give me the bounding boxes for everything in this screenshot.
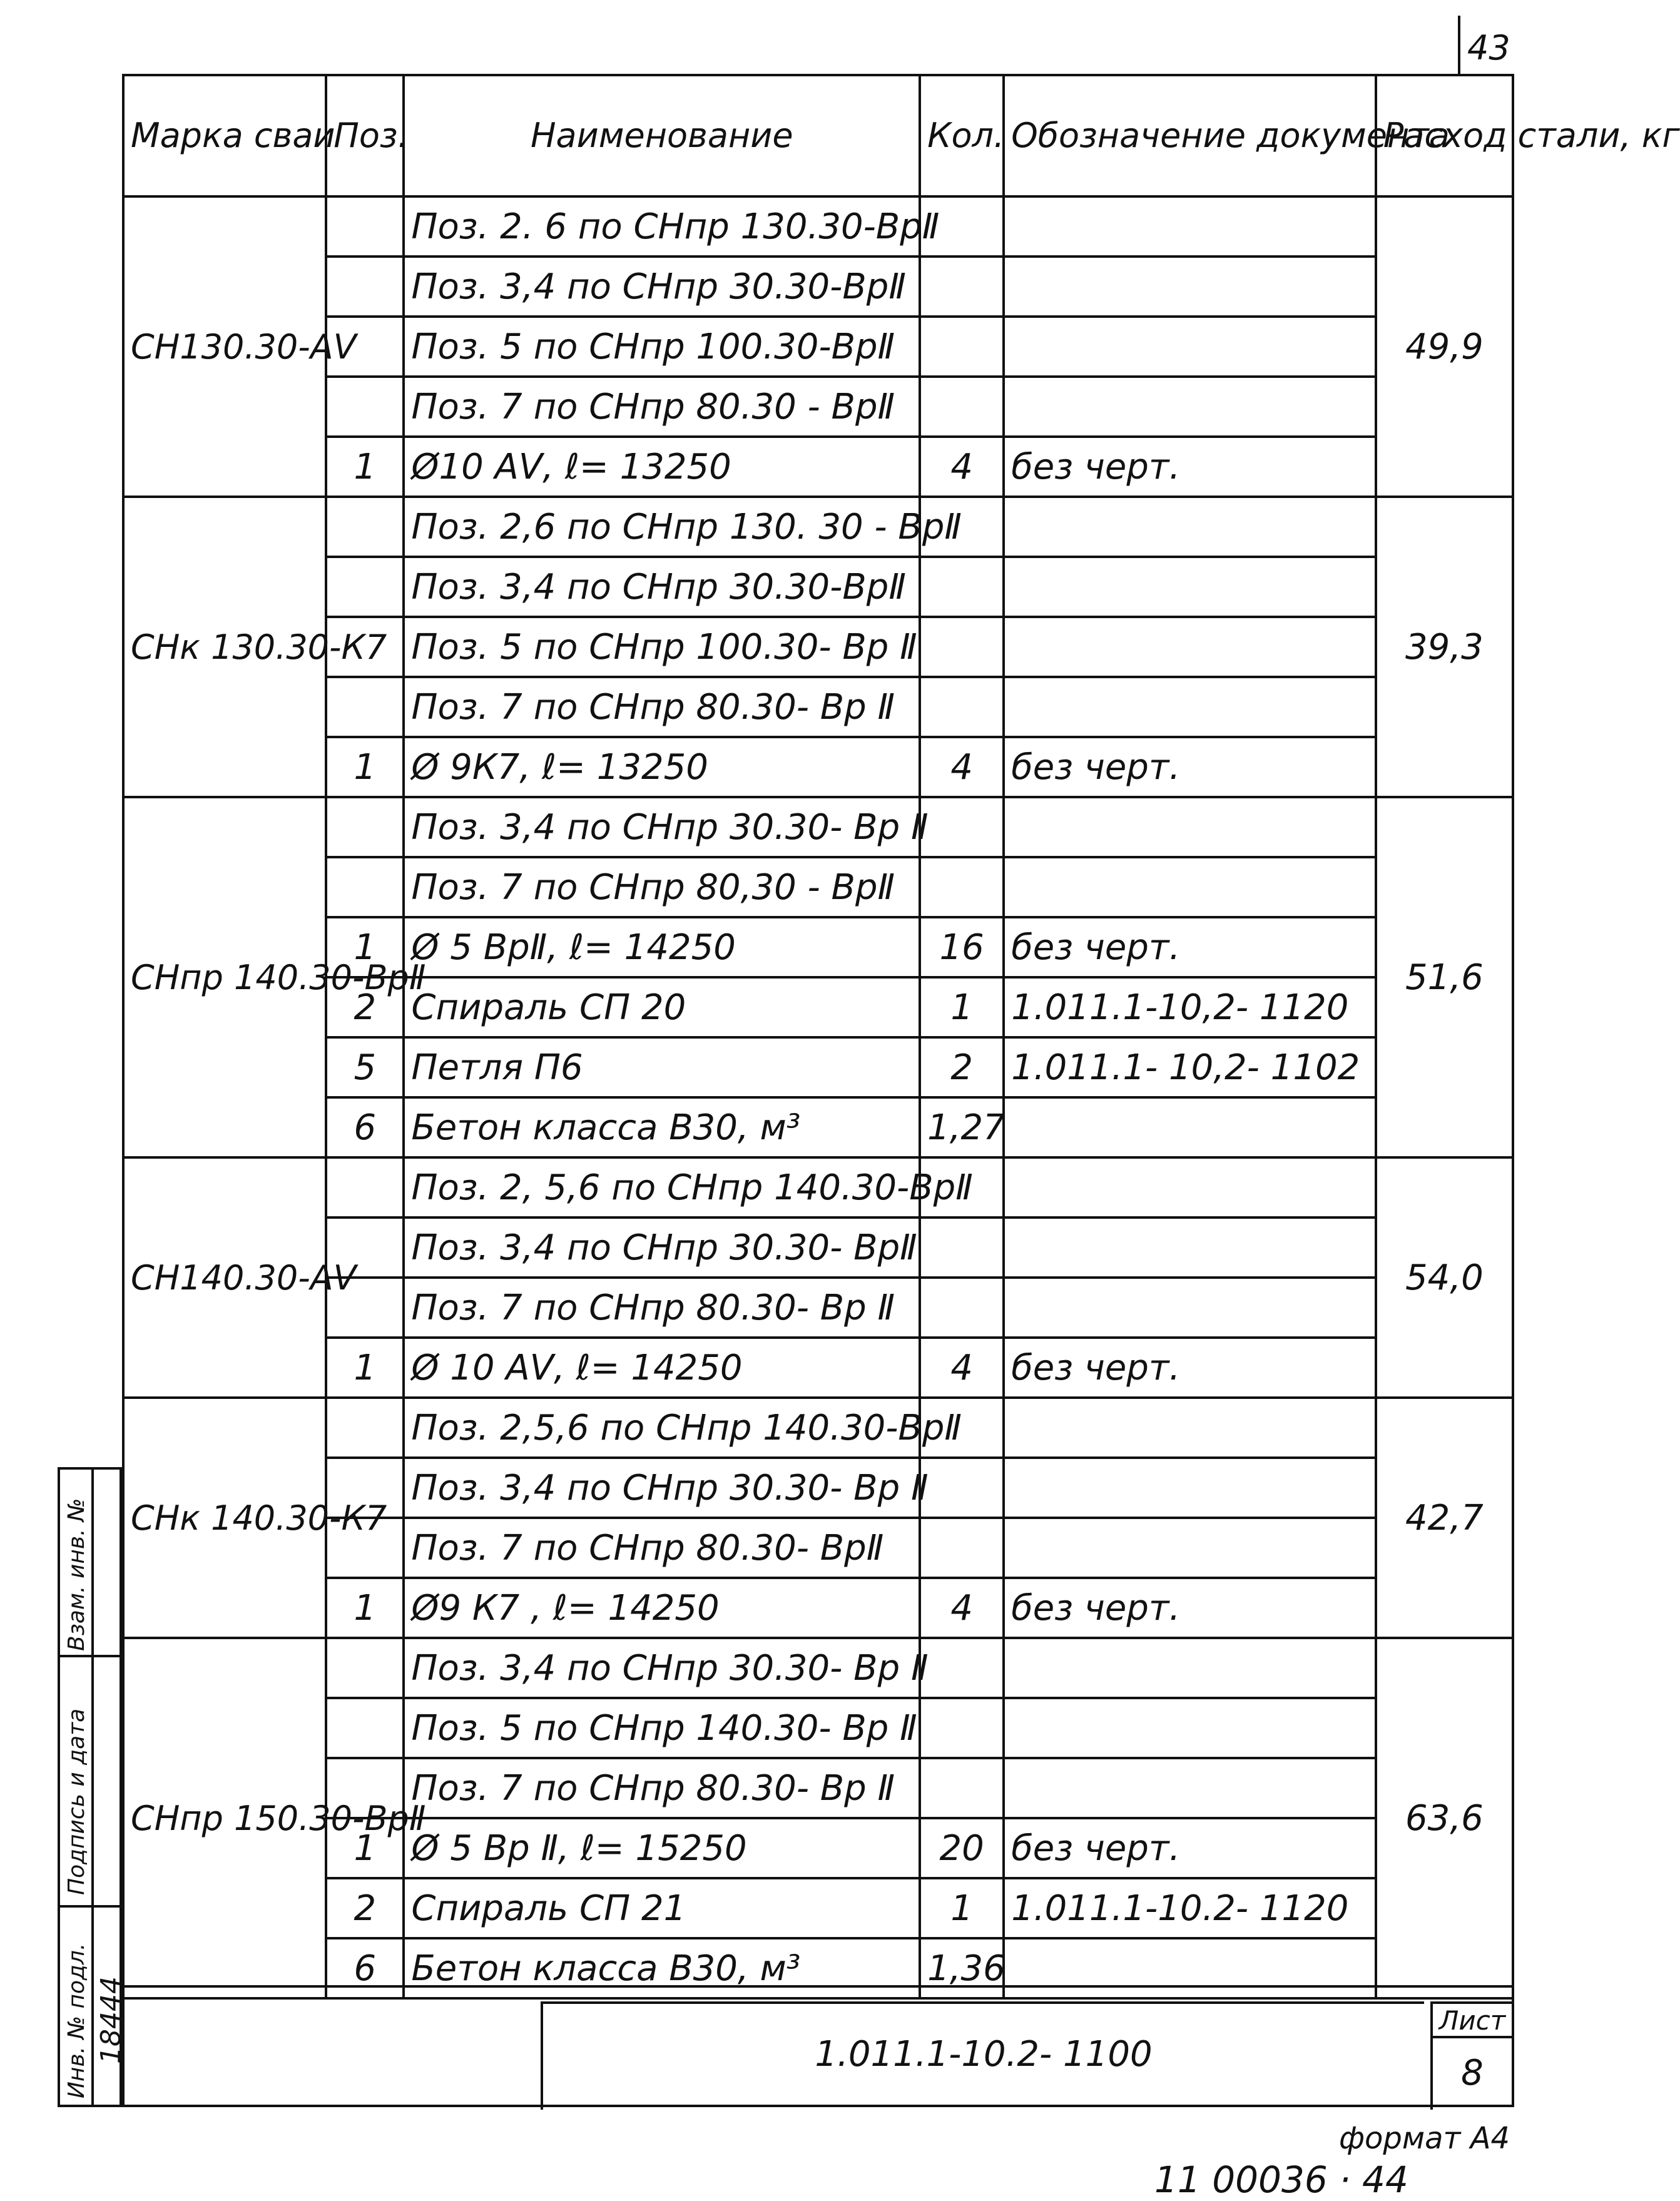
table-row <box>123 797 1513 857</box>
position-cell <box>326 257 404 317</box>
steel-consumption: 54,0 <box>1376 1157 1513 1398</box>
quantity-cell <box>920 257 1004 317</box>
document-cell <box>1004 1097 1376 1157</box>
name-cell: Ø10 АⅤ, ℓ= 13250 <box>404 437 920 497</box>
position-cell: 1 <box>326 917 404 977</box>
name-cell: Поз. 3,4 по СНпр 30.30- Вр Ⅱ <box>404 1638 920 1698</box>
position-cell <box>326 497 404 557</box>
document-cell: без черт. <box>1004 1338 1376 1398</box>
position-cell: 1 <box>326 1578 404 1638</box>
position-cell <box>326 1638 404 1698</box>
name-cell: Ø 9К7, ℓ= 13250 <box>404 737 920 797</box>
document-cell <box>1004 857 1376 917</box>
name-cell: Поз. 7 по СНпр 80,30 - ВрⅡ <box>404 857 920 917</box>
steel-consumption: 51,6 <box>1376 797 1513 1157</box>
specification-table <box>122 74 1680 2000</box>
position-cell: 6 <box>326 1938 404 1998</box>
document-cell <box>1004 377 1376 437</box>
position-cell: 1 <box>326 1818 404 1878</box>
quantity-cell <box>920 557 1004 617</box>
name-cell: Поз. 2,5,6 по СНпр 140.30-ВрⅡ <box>404 1398 920 1458</box>
quantity-cell <box>920 1518 1004 1578</box>
pile-mark: СНпр 150.30-ВрⅡ <box>123 1638 326 1998</box>
table-row <box>123 557 1513 617</box>
header-qty: Кол. <box>920 75 1004 196</box>
document-cell <box>1004 1698 1376 1758</box>
sheet-box <box>1430 2001 1512 2110</box>
document-cell: 1.011.1-10.2- 1120 <box>1004 1878 1376 1938</box>
table-row <box>123 1698 1513 1758</box>
table-row <box>123 437 1513 497</box>
steel-consumption: 42,7 <box>1376 1398 1513 1638</box>
name-cell: Поз. 5 по СНпр 100.30- Вр Ⅱ <box>404 617 920 677</box>
name-cell: Поз. 2, 5,6 по СНпр 140.30-ВрⅡ <box>404 1157 920 1217</box>
quantity-cell: 1 <box>920 1878 1004 1938</box>
document-cell <box>1004 1518 1376 1578</box>
document-cell <box>1004 1638 1376 1698</box>
document-code: 1.011.1-10.2- 1100 <box>815 2034 1153 2075</box>
steel-consumption: 39,3 <box>1376 497 1513 797</box>
name-cell: Ø 5 Вр Ⅱ, ℓ= 15250 <box>404 1818 920 1878</box>
table-row <box>123 737 1513 797</box>
pile-mark: СН130.30-АⅤ <box>123 196 326 497</box>
title-block-main-cell <box>541 2001 1424 2110</box>
quantity-cell: 4 <box>920 737 1004 797</box>
name-cell: Поз. 3,4 по СНпр 30.30-ВрⅡ <box>404 557 920 617</box>
quantity-cell: 4 <box>920 1338 1004 1398</box>
name-cell: Поз. 2. 6 по СНпр 130.30-ВрⅡ <box>404 196 920 257</box>
sheet-number: 8 <box>1461 2053 1484 2093</box>
document-cell <box>1004 497 1376 557</box>
pile-mark: СНк 140.30-К7 <box>123 1398 326 1638</box>
table-row <box>123 1338 1513 1398</box>
table-row <box>123 257 1513 317</box>
quantity-cell <box>920 797 1004 857</box>
quantity-cell <box>920 1458 1004 1518</box>
position-cell: 5 <box>326 1037 404 1097</box>
pile-mark: СН140.30-АⅤ <box>123 1157 326 1398</box>
table-header-row <box>123 75 1513 196</box>
signature-date-cell <box>60 1657 120 1908</box>
name-cell: Ø9 К7 , ℓ= 14250 <box>404 1578 920 1638</box>
page-number-divider <box>1458 16 1460 75</box>
header-doc: Обозначение документа <box>1004 75 1376 196</box>
header-steel: Расход стали, кг <box>1376 75 1513 196</box>
specification-body <box>123 196 1513 1998</box>
position-cell: 1 <box>326 1338 404 1398</box>
table-row <box>123 196 1513 257</box>
document-cell <box>1004 1217 1376 1278</box>
quantity-cell: 16 <box>920 917 1004 977</box>
pile-mark: СНк 130.30-К7 <box>123 497 326 797</box>
table-row <box>123 497 1513 557</box>
steel-consumption: 49,9 <box>1376 196 1513 497</box>
document-cell <box>1004 677 1376 737</box>
name-cell: Поз. 5 по СНпр 100.30-ВрⅡ <box>404 317 920 377</box>
position-cell: 1 <box>326 737 404 797</box>
document-cell <box>1004 617 1376 677</box>
name-cell: Поз. 3,4 по СНпр 30.30-ВрⅡ <box>404 257 920 317</box>
name-cell: Петля П6 <box>404 1037 920 1097</box>
title-block <box>122 1985 1514 2107</box>
document-cell: без черт. <box>1004 437 1376 497</box>
table-row <box>123 1037 1513 1097</box>
table-row <box>123 1398 1513 1458</box>
quantity-cell: 1,36 <box>920 1938 1004 1998</box>
document-cell <box>1004 1458 1376 1518</box>
quantity-cell <box>920 1638 1004 1698</box>
name-cell: Поз. 7 по СНпр 80.30- ВрⅡ <box>404 1518 920 1578</box>
quantity-cell <box>920 617 1004 677</box>
name-cell: Поз. 7 по СНпр 80.30- Вр Ⅱ <box>404 677 920 737</box>
quantity-cell <box>920 857 1004 917</box>
header-pos: Поз. <box>326 75 404 196</box>
table-row <box>123 857 1513 917</box>
quantity-cell <box>920 1217 1004 1278</box>
table-row <box>123 1578 1513 1638</box>
document-cell: 1.011.1- 10,2- 1102 <box>1004 1037 1376 1097</box>
quantity-cell <box>920 1758 1004 1818</box>
document-cell <box>1004 1398 1376 1458</box>
name-cell: Поз. 5 по СНпр 140.30- Вр Ⅱ <box>404 1698 920 1758</box>
position-cell: 6 <box>326 1097 404 1157</box>
name-cell: Поз. 3,4 по СНпр 30.30- ВрⅡ <box>404 1217 920 1278</box>
document-cell <box>1004 797 1376 857</box>
replace-inv-cell <box>60 1470 120 1657</box>
table-row <box>123 677 1513 737</box>
document-cell: без черт. <box>1004 1818 1376 1878</box>
position-cell <box>326 196 404 257</box>
document-cell <box>1004 1157 1376 1217</box>
document-cell: без черт. <box>1004 1578 1376 1638</box>
position-cell <box>326 1698 404 1758</box>
document-cell <box>1004 1758 1376 1818</box>
name-cell: Спираль СП 21 <box>404 1878 920 1938</box>
document-cell <box>1004 257 1376 317</box>
name-cell: Поз. 7 по СНпр 80.30- Вр Ⅱ <box>404 1278 920 1338</box>
quantity-cell: 1 <box>920 977 1004 1037</box>
document-cell <box>1004 317 1376 377</box>
document-cell <box>1004 196 1376 257</box>
name-cell: Ø 10 АⅤ, ℓ= 14250 <box>404 1338 920 1398</box>
name-cell: Бетон класса В30, м³ <box>404 1097 920 1157</box>
document-cell: без черт. <box>1004 917 1376 977</box>
inv-orig-cell <box>60 1908 127 2105</box>
quantity-cell <box>920 1698 1004 1758</box>
name-cell: Поз. 3,4 по СНпр 30.30- Вр Ⅱ <box>404 1458 920 1518</box>
format-label: формат А4 <box>1339 2121 1510 2156</box>
quantity-cell <box>920 1278 1004 1338</box>
quantity-cell <box>920 677 1004 737</box>
signature-date-label: Подпись и дата <box>64 1708 89 1895</box>
table-row <box>123 1638 1513 1698</box>
table-row <box>123 1157 1513 1217</box>
table-row <box>123 1878 1513 1938</box>
position-cell: 1 <box>326 437 404 497</box>
name-cell: Спираль СП 20 <box>404 977 920 1037</box>
table-row <box>123 377 1513 437</box>
header-name: Наименование <box>404 75 920 196</box>
position-cell <box>326 1157 404 1217</box>
position-cell <box>326 557 404 617</box>
position-cell <box>326 377 404 437</box>
name-cell: Поз. 3,4 по СНпр 30.30- Вр Ⅱ <box>404 797 920 857</box>
inv-orig-label: Инв. № подл. <box>64 1943 89 2098</box>
sheet-label: Лист <box>1433 2005 1512 2038</box>
side-stamp <box>58 1467 127 2107</box>
document-cell <box>1004 1278 1376 1338</box>
pile-mark: СНпр 140.30-ВрⅡ <box>123 797 326 1157</box>
replace-inv-label: Взам. инв. № <box>64 1498 89 1651</box>
document-cell <box>1004 557 1376 617</box>
position-cell: 2 <box>326 977 404 1037</box>
name-cell: Бетон класса В30, м³ <box>404 1938 920 1998</box>
quantity-cell: 1,27 <box>920 1097 1004 1157</box>
steel-consumption: 63,6 <box>1376 1638 1513 1998</box>
quantity-cell <box>920 377 1004 437</box>
position-cell <box>326 857 404 917</box>
position-cell: 2 <box>326 1878 404 1938</box>
header-mark: Марка сваи <box>123 75 326 196</box>
name-cell: Поз. 2,6 по СНпр 130. 30 - ВрⅡ <box>404 497 920 557</box>
quantity-cell: 4 <box>920 437 1004 497</box>
position-cell <box>326 677 404 737</box>
quantity-cell: 4 <box>920 1578 1004 1638</box>
quantity-cell: 2 <box>920 1037 1004 1097</box>
position-cell <box>326 1398 404 1458</box>
name-cell: Поз. 7 по СНпр 80.30 - ВрⅡ <box>404 377 920 437</box>
table-row <box>123 1097 1513 1157</box>
position-cell <box>326 797 404 857</box>
archive-number: 11 00036 · 44 <box>1154 2158 1408 2201</box>
quantity-cell: 20 <box>920 1818 1004 1878</box>
inv-orig-value: 18444 <box>95 1976 127 2064</box>
document-cell: 1.011.1-10,2- 1120 <box>1004 977 1376 1037</box>
document-cell: без черт. <box>1004 737 1376 797</box>
page-number: 43 <box>1467 28 1510 68</box>
quantity-cell <box>920 317 1004 377</box>
name-cell: Ø 5 ВрⅡ, ℓ= 14250 <box>404 917 920 977</box>
name-cell: Поз. 7 по СНпр 80.30- Вр Ⅱ <box>404 1758 920 1818</box>
